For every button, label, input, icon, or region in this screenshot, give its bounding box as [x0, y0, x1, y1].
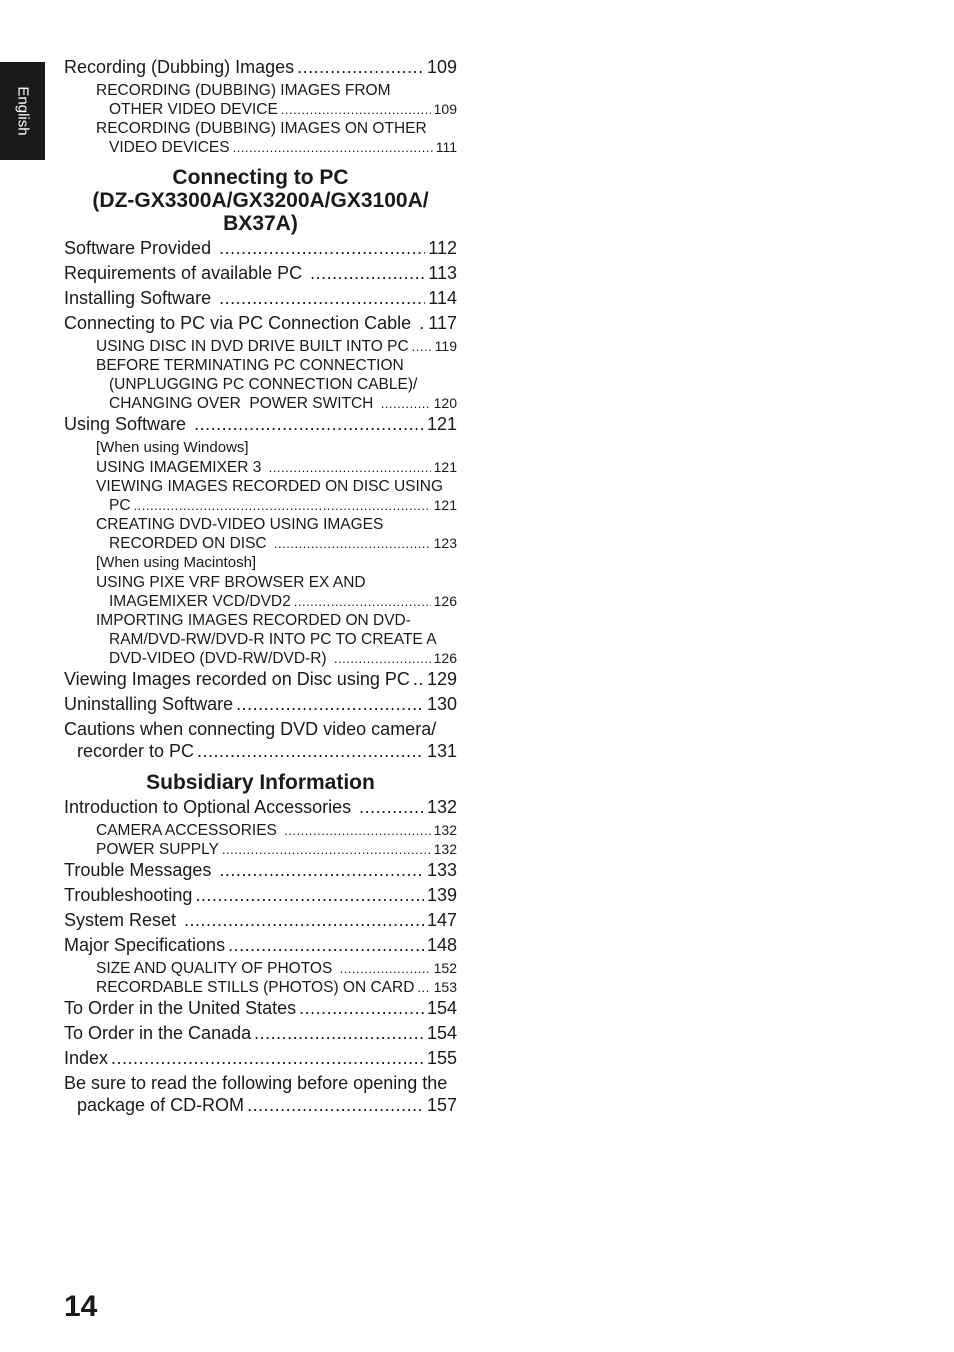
page-ref: 132 [433, 822, 457, 838]
page-ref: 132 [433, 841, 457, 857]
toc-entry-title: System Reset [64, 910, 182, 930]
page-ref: 154 [426, 1023, 457, 1043]
dot-leader [254, 1022, 424, 1044]
dot-leader [184, 909, 424, 931]
page-ref: 157 [426, 1095, 457, 1115]
page-ref: 130 [426, 694, 457, 714]
toc-entry-title: Viewing Images recorded on Disc using PC [64, 669, 410, 689]
toc-entry[interactable] [64, 237, 457, 259]
dot-leader [219, 287, 425, 309]
toc-entry-title: recorder to PC [77, 741, 195, 761]
toc-entry-title-line: Cautions when connecting DVD video camera/ [64, 719, 437, 739]
toc-entry-title: USING IMAGEMIXER 3 [96, 459, 266, 476]
toc-entry-title: USING DISC IN DVD DRIVE BUILT INTO PC [96, 338, 409, 355]
toc-entry-title: RECORDED ON DISC [109, 535, 271, 552]
toc-subentry[interactable] [64, 119, 457, 157]
toc-entry[interactable] [64, 287, 457, 309]
dot-leader [269, 458, 431, 477]
dot-leader [412, 337, 432, 356]
page-ref: 129 [426, 669, 457, 689]
page-ref: 154 [426, 998, 457, 1018]
page-ref: 117 [428, 313, 457, 333]
toc-subentry[interactable] [64, 458, 457, 477]
page-ref: 109 [426, 57, 457, 77]
page-ref: 155 [426, 1048, 457, 1068]
toc-entry-title: PC [109, 497, 131, 514]
dot-leader [228, 934, 424, 956]
toc-entry-title: CHANGING OVER POWER SWITCH [109, 395, 378, 412]
page-ref: 123 [433, 535, 457, 551]
dot-leader [195, 884, 424, 906]
toc-entry-title: Index [64, 1048, 109, 1068]
page-ref: 112 [428, 238, 457, 258]
toc-entry-title: SIZE AND QUALITY OF PHOTOS [96, 960, 337, 977]
dot-leader [417, 978, 430, 997]
dot-leader [111, 1047, 424, 1069]
dot-leader [381, 394, 431, 413]
page-ref: 121 [433, 497, 457, 513]
toc-entry-title: Using Software [64, 414, 192, 434]
toc-subentry[interactable] [64, 821, 457, 840]
toc-entry-title-line: RECORDING (DUBBING) IMAGES ON OTHER [96, 120, 427, 137]
page-ref: 148 [426, 935, 457, 955]
section-heading-line: (DZ-GX3300A/GX3200A/GX3100A/ [92, 189, 429, 212]
dot-leader [197, 740, 424, 762]
toc-entry-title-line: BEFORE TERMINATING PC CONNECTION [96, 357, 404, 374]
language-tab [0, 62, 45, 160]
dot-leader [247, 1094, 424, 1116]
toc-subentry[interactable] [64, 515, 457, 553]
toc-entry[interactable] [64, 56, 457, 78]
toc-entry-title-line: USING PIXE VRF BROWSER EX AND [96, 574, 366, 591]
dot-leader [299, 997, 424, 1019]
toc-entry-title: Software Provided [64, 238, 217, 258]
page-ref: 152 [433, 960, 457, 976]
section-heading-line: Subsidiary Information [146, 771, 375, 794]
toc-entry[interactable] [64, 1072, 457, 1116]
dot-leader [297, 56, 424, 78]
page-ref: 121 [433, 459, 457, 475]
toc-entry-title: POWER SUPPLY [96, 841, 219, 858]
toc-entry-title-line: RECORDING (DUBBING) IMAGES FROM [96, 82, 391, 99]
toc-entry-title: package of CD-ROM [77, 1095, 245, 1115]
dot-leader [310, 262, 425, 284]
dot-leader [294, 592, 431, 611]
dot-leader [334, 649, 431, 668]
toc-subentry[interactable] [64, 611, 457, 668]
toc-entry-title: DVD-VIDEO (DVD-RW/DVD-R) [109, 650, 331, 667]
toc-entry[interactable] [64, 859, 457, 881]
dot-leader [281, 100, 431, 119]
toc-entry-title: CAMERA ACCESSORIES [96, 822, 282, 839]
toc-entry[interactable] [64, 909, 457, 931]
toc-entry-title: Requirements of available PC [64, 263, 308, 283]
toc-entry[interactable] [64, 262, 457, 284]
toc-entry-title: Installing Software [64, 288, 217, 308]
table-of-contents [64, 56, 457, 1119]
toc-entry[interactable] [64, 997, 457, 1019]
language-tab-label: English [14, 86, 31, 136]
toc-entry[interactable] [64, 1022, 457, 1044]
section-heading-line: BX37A) [223, 212, 298, 235]
toc-subentry[interactable] [64, 840, 457, 859]
dot-leader [219, 237, 425, 259]
section-heading [64, 771, 457, 794]
toc-entry-title-line: RAM/DVD-RW/DVD-R INTO PC TO CREATE A [109, 631, 437, 648]
toc-entry-title: Introduction to Optional Accessories [64, 797, 357, 817]
toc-entry-title: Recording (Dubbing) Images [64, 57, 295, 77]
toc-entry-title: IMAGEMIXER VCD/DVD2 [109, 593, 291, 610]
dot-leader [219, 859, 424, 881]
toc-entry[interactable] [64, 934, 457, 956]
dot-leader [233, 138, 433, 157]
toc-entry-title: VIDEO DEVICES [109, 139, 230, 156]
page-ref: 126 [433, 593, 457, 609]
toc-entry-title: Connecting to PC via PC Connection Cable [64, 313, 417, 333]
page-ref: 121 [426, 414, 457, 434]
toc-entry-title: To Order in the United States [64, 998, 297, 1018]
page-ref: 119 [434, 338, 457, 354]
toc-entry-title: To Order in the Canada [64, 1023, 252, 1043]
toc-entry[interactable] [64, 668, 457, 690]
platform-note: [When using Macintosh] [96, 554, 257, 571]
toc-entry[interactable] [64, 884, 457, 906]
toc-subentry[interactable] [64, 477, 457, 515]
toc-entry[interactable] [64, 718, 457, 762]
page-ref: 126 [433, 650, 457, 666]
page-ref: 139 [426, 885, 457, 905]
section-heading [64, 166, 457, 235]
toc-entry[interactable] [64, 693, 457, 715]
dot-leader [419, 312, 425, 334]
toc-entry[interactable] [64, 413, 457, 435]
toc-entry-title-line: VIEWING IMAGES RECORDED ON DISC USING [96, 478, 444, 495]
page-ref: 111 [435, 139, 457, 155]
dot-leader [194, 413, 424, 435]
toc-entry-title-line: (UNPLUGGING PC CONNECTION CABLE)/ [109, 376, 418, 393]
toc-subentry[interactable] [64, 959, 457, 978]
toc-entry-title: Major Specifications [64, 935, 226, 955]
dot-leader [413, 668, 424, 690]
page-ref: 109 [433, 101, 457, 117]
dot-leader [134, 496, 431, 515]
toc-entry-title: Trouble Messages [64, 860, 217, 880]
page-ref: 120 [433, 395, 457, 411]
toc-entry-title: RECORDABLE STILLS (PHOTOS) ON CARD [96, 979, 415, 996]
toc-subentry[interactable] [64, 978, 457, 997]
toc-subentry[interactable] [64, 356, 457, 413]
toc-entry[interactable] [64, 1047, 457, 1069]
toc-entry-title: Troubleshooting [64, 885, 193, 905]
dot-leader [222, 840, 431, 859]
toc-entry[interactable] [64, 796, 457, 818]
page-ref: 113 [428, 263, 457, 283]
page-ref: 133 [426, 860, 457, 880]
toc-entry-title-line: IMPORTING IMAGES RECORDED ON DVD- [96, 612, 411, 629]
toc-subentry[interactable] [64, 573, 457, 611]
section-heading-line: Connecting to PC [172, 166, 349, 189]
toc-entry-title-line: CREATING DVD-VIDEO USING IMAGES [96, 516, 384, 533]
page-ref: 114 [428, 288, 457, 308]
toc-entry-title: OTHER VIDEO DEVICE [109, 101, 278, 118]
toc-entry[interactable] [64, 312, 457, 334]
toc-entry-title: Uninstalling Software [64, 694, 234, 714]
toc-subentry[interactable] [64, 81, 457, 119]
page-ref: 132 [426, 797, 457, 817]
dot-leader [284, 821, 430, 840]
dot-leader [359, 796, 424, 818]
page-ref: 131 [426, 741, 457, 761]
dot-leader [236, 693, 424, 715]
page-ref: 147 [426, 910, 457, 930]
page-number: 14 [64, 1290, 98, 1323]
dot-leader [340, 959, 431, 978]
toc-subentry[interactable] [64, 337, 457, 356]
toc-entry-title-line: Be sure to read the following before opening the [64, 1073, 448, 1093]
page-ref: 153 [433, 979, 457, 995]
platform-note: [When using Windows] [96, 439, 249, 456]
dot-leader [274, 534, 431, 553]
